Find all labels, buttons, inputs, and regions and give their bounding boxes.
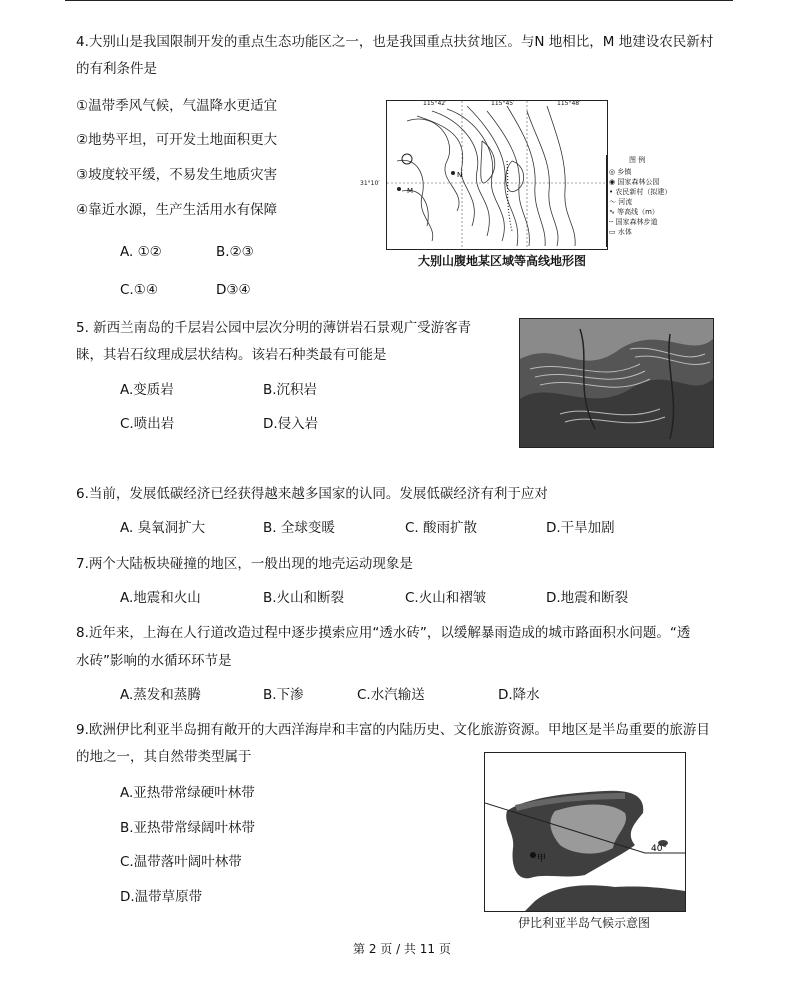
q5-option-c[interactable]: C.喷出岩: [120, 416, 175, 432]
legend-item-water: ▭ 水体: [609, 228, 632, 236]
q4-statement-4: ④靠近水源，生产生活用水有保障: [76, 202, 278, 218]
q4-statement-3: ③坡度较平缓，不易发生地质灾害: [76, 167, 278, 183]
q7-option-b[interactable]: B.火山和断裂: [263, 590, 345, 606]
town-icon: ◎: [609, 168, 616, 176]
forest-park-icon: ◉: [609, 178, 616, 186]
contour-map-caption: 大别山腹地某区域等高线地形图: [418, 254, 587, 268]
q9-option-c[interactable]: C.温带落叶阔叶林带: [120, 854, 242, 870]
q4-option-d[interactable]: D③④: [216, 282, 251, 298]
q9-option-b[interactable]: B.亚热带常绿阔叶林带: [120, 820, 256, 836]
q6-option-c[interactable]: C. 酸雨扩散: [405, 520, 478, 536]
legend-title: 图 例: [629, 156, 646, 164]
q9-option-d[interactable]: D.温带草原带: [120, 889, 203, 905]
q4-stem-line1: 4.大别山是我国限制开发的重点生态功能区之一，也是我国重点扶贫地区。与N 地相比，M 地建设农民新村: [76, 34, 714, 50]
lat-40-label: 40°: [651, 844, 667, 854]
q6-stem: 6.当前，发展低碳经济已经获得越来越多国家的认同。发展低碳经济有利于应对: [76, 486, 548, 502]
q6-option-d[interactable]: D.干旱加剧: [546, 520, 615, 536]
contour-icon: ∿: [609, 208, 615, 216]
legend-item-forest-park: ◉ 国家森林公园: [609, 178, 660, 186]
q8-stem-line1: 8.近年来，上海在人行道改造过程中逐步摸索应用“透水砖”，以缓解暴雨造成的城市路面积水问题。“透: [76, 625, 691, 641]
q5-option-b[interactable]: B.沉积岩: [263, 382, 318, 398]
jia-label: 甲: [537, 854, 547, 864]
map-legend: [606, 155, 672, 247]
legend-item-contour: ∿ 等高线（m）: [609, 208, 659, 216]
river-icon: ～: [609, 198, 616, 206]
water-icon: ▭: [609, 228, 616, 236]
map-lat-label: 31°10′: [360, 180, 380, 187]
legend-item-village: • 农民新村（拟建）: [609, 188, 672, 196]
iberia-map-graphic: [485, 753, 685, 911]
q4-option-b[interactable]: B.②③: [216, 244, 254, 260]
iberia-map-caption: 伊比利亚半岛气候示意图: [518, 916, 651, 930]
map-lon-3: 115°48′: [557, 100, 581, 107]
q4-statement-2: ②地势平坦，可开发土地面积更大: [76, 132, 278, 148]
map-lon-2: 115°45′: [491, 100, 515, 107]
q7-option-c[interactable]: C.火山和褶皱: [405, 590, 487, 606]
q8-option-c[interactable]: C.水汽输送: [357, 687, 425, 703]
legend-item-river: ～ 河流: [609, 198, 633, 206]
village-icon: •: [609, 188, 614, 196]
top-rule: [65, 0, 733, 1]
contour-map-graphic: [387, 101, 607, 249]
q8-option-b[interactable]: B.下渗: [263, 687, 304, 703]
q6-option-b[interactable]: B. 全球变暖: [263, 520, 335, 536]
q4-stem-line2: 的有利条件是: [76, 61, 157, 77]
map-label-n: N: [457, 171, 463, 179]
q5-option-d[interactable]: D.侵入岩: [263, 416, 319, 432]
map-lon-1: 115°42′: [423, 100, 447, 107]
q5-stem-line1: 5. 新西兰南岛的千层岩公园中层次分明的薄饼岩石景观广受游客青: [76, 320, 472, 336]
q4-option-a[interactable]: A. ①②: [120, 244, 162, 260]
legend-item-town: ◎ 乡镇: [609, 168, 632, 176]
q7-option-a[interactable]: A.地震和火山: [120, 590, 201, 606]
q9-stem-line1: 9.欧洲伊比利亚半岛拥有敞开的大西洋海岸和丰富的内陆历史、文化旅游资源。甲地区是半岛重要的旅游目: [76, 722, 710, 738]
q4-option-c[interactable]: C.①④: [120, 282, 158, 298]
q9-option-a[interactable]: A.亚热带常绿硬叶林带: [120, 785, 255, 801]
q5-option-a[interactable]: A.变质岩: [120, 382, 174, 398]
q9-stem-line2: 的地之一，其自然带类型属于: [76, 749, 252, 765]
q4-statement-1: ①温带季风气候，气温降水更适宜: [76, 98, 278, 114]
q7-stem: 7.两个大陆板块碰撞的地区，一般出现的地壳运动现象是: [76, 556, 413, 572]
q8-option-a[interactable]: A.蒸发和蒸腾: [120, 687, 201, 703]
page-footer: 第 2 页 / 共 11 页: [353, 942, 451, 956]
q8-option-d[interactable]: D.降水: [498, 687, 540, 703]
trail-icon: ┄: [609, 218, 614, 226]
pancake-rocks-photo: [519, 318, 714, 448]
pancake-rocks-graphic: [520, 319, 713, 447]
contour-map: [386, 100, 608, 250]
iberia-climate-map: [484, 752, 686, 912]
map-label-m: M: [407, 187, 414, 195]
legend-item-trail: ┄ 国家森林步道: [609, 218, 658, 226]
q7-option-d[interactable]: D.地震和断裂: [546, 590, 629, 606]
q8-stem-line2: 水砖”影响的水循环环节是: [76, 653, 232, 669]
q5-stem-line2: 睐，其岩石纹理成层状结构。该岩石种类最有可能是: [76, 347, 387, 363]
q6-option-a[interactable]: A. 臭氧洞扩大: [120, 520, 206, 536]
